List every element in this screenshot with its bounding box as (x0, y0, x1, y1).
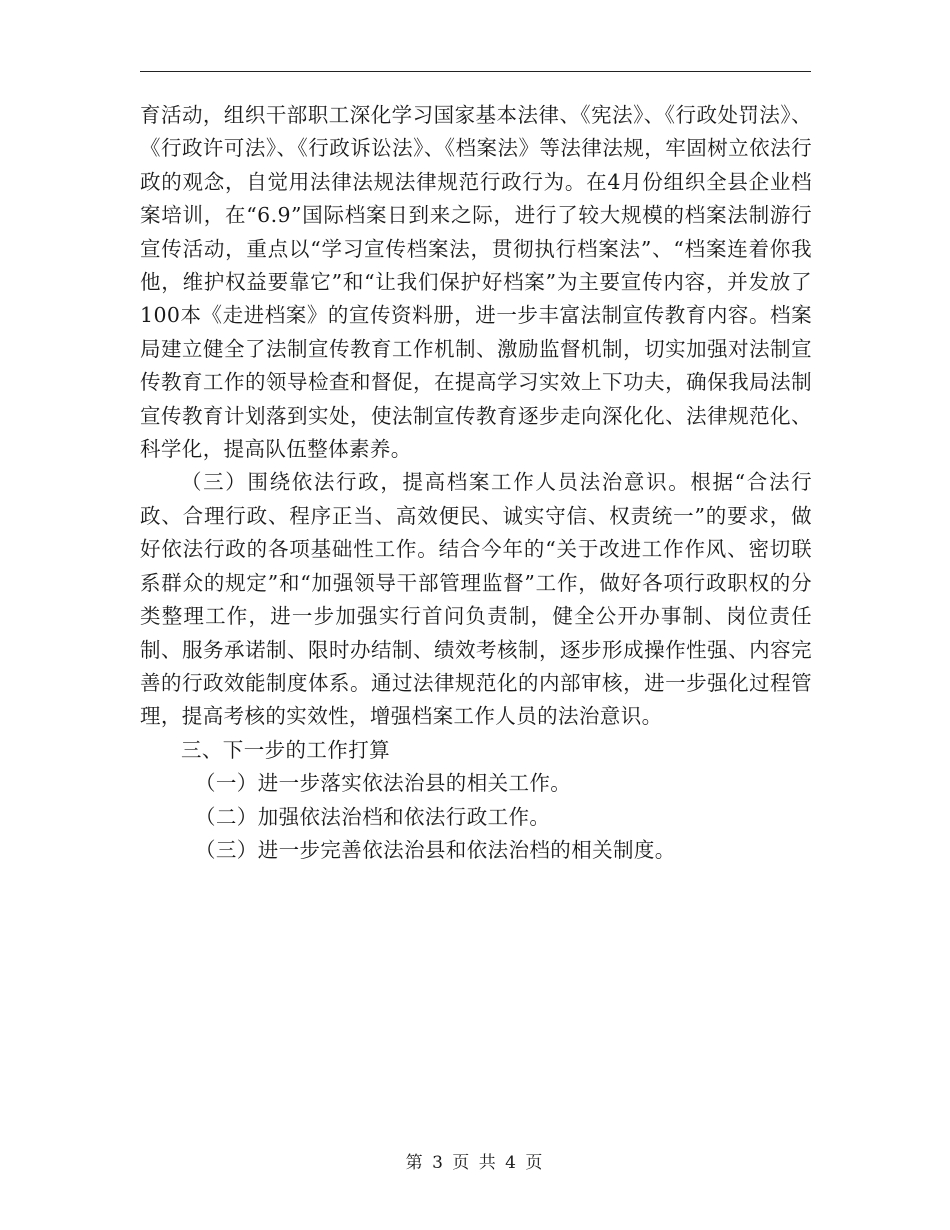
body-paragraph-continuation: 育活动，组织干部职工深化学习国家基本法律、《宪法》、《行政处罚法》、《行政许可法》、《行政诉讼法》、《档案法》等法律法规，牢固树立依法行政的观念，自觉用法律法规法律规范行政行为。在4月份组织全县企业档案培训，在“6.9”国际档案日到来之际，进行了较大规模的档案法制游行宣传活动，重点以“学习宣传档案法，贯彻执行档案法”、“档案连着你我他，维护权益要靠它”和“让我们保护好档案”为主要宣传内容，并发放了100本《走进档案》的宣传资料册，进一步丰富法制宣传教育内容。档案局建立健全了法制宣传教育工作机制、激励监督机制，切实加强对法制宣传教育工作的领导检查和督促，在提高学习实效上下功夫，确保我局法制宣传教育计划落到实处，使法制宣传教育逐步走向深化化、法律规范化、科学化，提高队伍整体素养。 (140, 103, 812, 462)
list-item: （一）进一步落实依法治县的相关工作。 (195, 771, 572, 796)
page-number-footer: 第 3 页 共 4 页 (405, 1153, 545, 1173)
body-paragraph-section-three: （三）围绕依法行政，提高档案工作人员法治意识。根据“合法行政、合理行政、程序正当、高效便民、诚实守信、权责统一”的要求，做好依法行政的各项基础性工作。结合今年的“关于改进工作作风、密切联系群众的规定”和“加强领导干部管理监督”工作，做好各项行政职权的分类整理工作，进一步加强实行首问负责制，健全公开办事制、岗位责任制、服务承诺制、限时办结制、绩效考核制，逐步形成操作性强、内容完善的行政效能制度体系。通过法律规范化的内部审核，进一步强化过程管理，提高考核的实效性，增强档案工作人员的法治意识。 (140, 470, 812, 729)
header-rule (140, 71, 811, 72)
section-heading-next-steps: 三、下一步的工作打算 (181, 737, 390, 762)
list-item: （三）进一步完善依法治县和依法治档的相关制度。 (195, 837, 676, 862)
document-body (140, 99, 812, 867)
list-item: （二）加强依法治档和依法行政工作。 (195, 804, 551, 829)
